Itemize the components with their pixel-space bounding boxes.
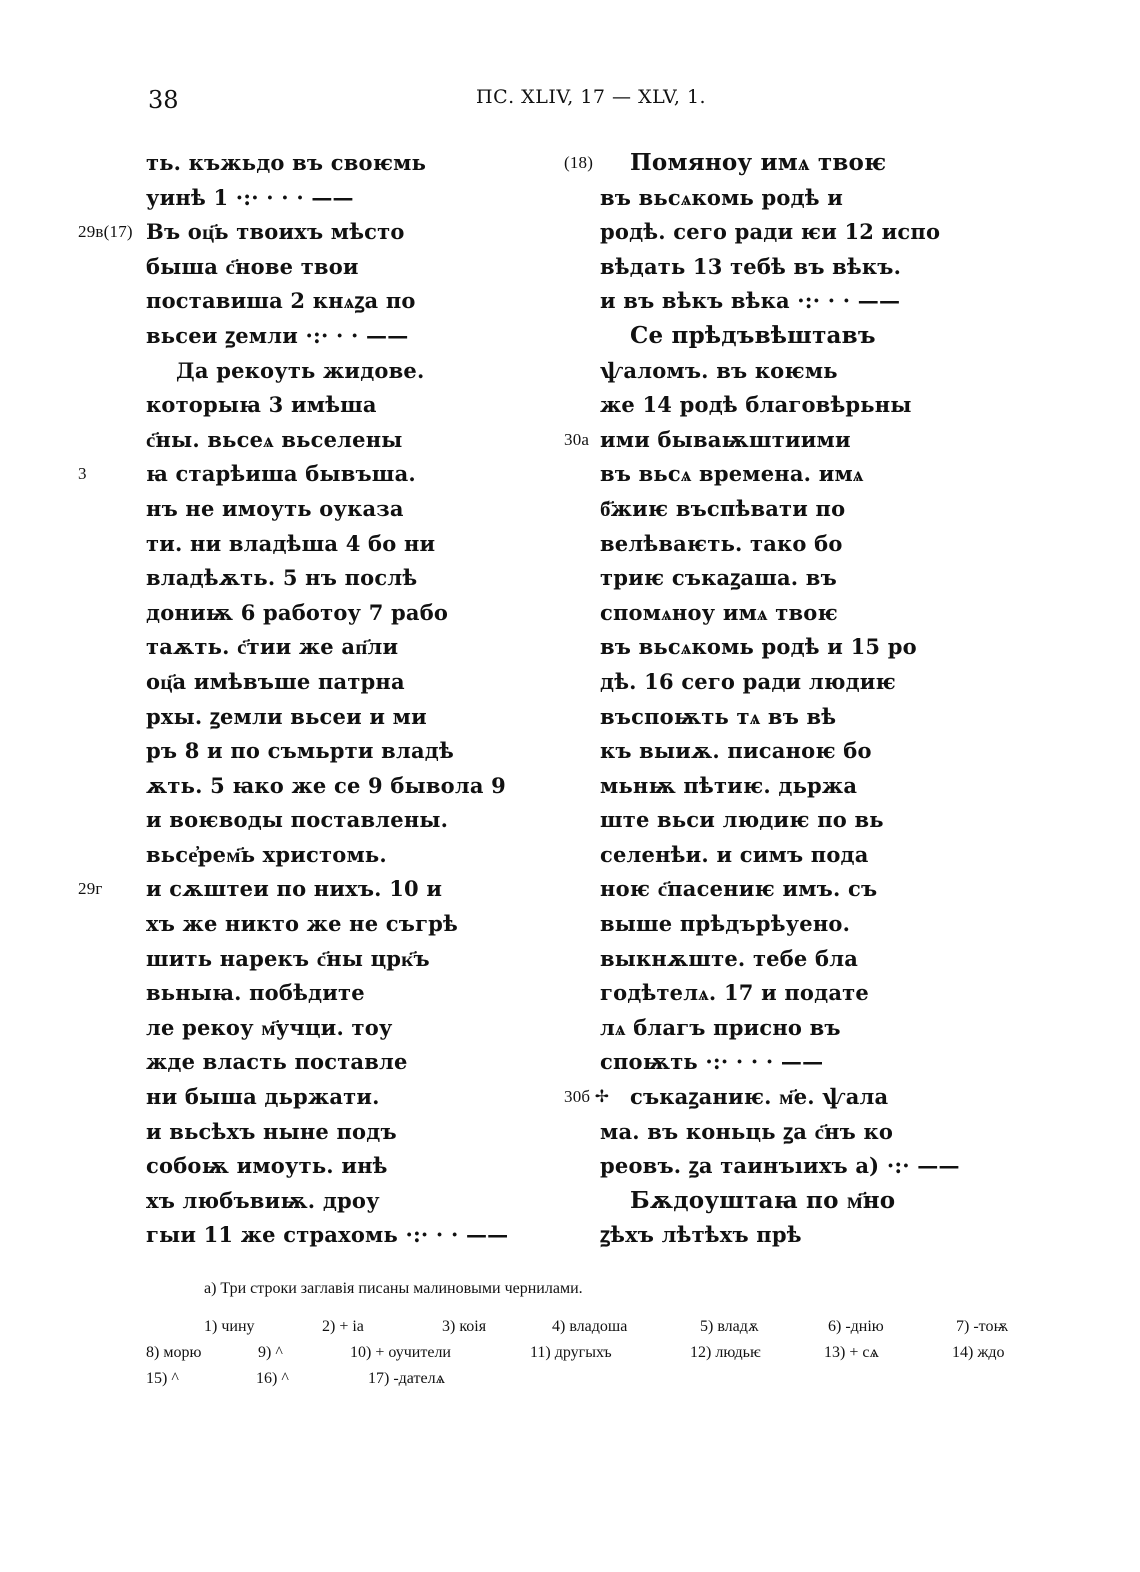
text-line <box>146 1045 508 1080</box>
line-text: ть. къжьдо въ своѥмь <box>146 150 427 175</box>
text-line <box>600 492 960 527</box>
text-line <box>600 1045 960 1080</box>
text-line <box>146 527 508 562</box>
text-line <box>146 596 508 631</box>
text-line <box>600 907 960 942</box>
line-text: Помяноу имѧ твоѥ <box>630 149 887 176</box>
text-line <box>600 1115 960 1150</box>
text-line <box>600 872 960 907</box>
text-line <box>600 354 960 389</box>
line-text: которыꙗ 3 имѣша <box>146 392 377 418</box>
left-text-column <box>78 146 509 1253</box>
text-line <box>600 1218 960 1253</box>
line-text: с҃ны. вьсеѧ вьселены <box>146 426 403 452</box>
line-text: ни быша дьржати. <box>146 1084 380 1110</box>
text-line <box>600 803 960 838</box>
variant-note: 4) владоша <box>552 1318 628 1335</box>
text-line <box>146 561 508 596</box>
variant-note: 2) + іа <box>322 1318 364 1335</box>
text-line <box>146 1184 508 1219</box>
line-text: выкнѫште. тебе бла <box>600 945 859 971</box>
line-text: и воѥводы поставлены. <box>146 807 449 833</box>
line-text: ѫть. 5 ꙗко же се 9 бывола 9 <box>146 772 506 798</box>
line-text: селенѣи. и симъ пода <box>600 841 869 867</box>
line-text: выше прѣдърѣуено. <box>600 911 851 937</box>
text-line <box>78 457 508 492</box>
text-line <box>146 803 508 838</box>
variant-note: 10) + оучители <box>350 1344 451 1361</box>
text-line <box>146 700 508 735</box>
line-text: жде власть поставле <box>146 1049 408 1075</box>
variant-note: 12) людьѥ <box>690 1344 761 1361</box>
line-text: въ вьсѧкомь родѣ и <box>600 184 844 210</box>
line-text: ꙗ старѣиша бывъша. <box>146 461 416 487</box>
text-line <box>146 319 508 354</box>
text-line <box>600 838 960 873</box>
line-text: вьныꙗ. побѣдите <box>146 980 365 1006</box>
text-line <box>600 942 960 977</box>
text-line <box>600 284 960 319</box>
line-text: къ выиѫ. писаноѥ бо <box>600 738 872 764</box>
text-line <box>146 1080 508 1115</box>
variant-notes <box>0 1318 1140 1396</box>
line-text: велѣваѥть. тако бо <box>600 530 843 556</box>
text-line <box>146 769 508 804</box>
variant-note: 6) -днію <box>828 1318 884 1335</box>
variant-note: 16) ^ <box>256 1370 289 1387</box>
text-line <box>146 146 508 181</box>
text-line <box>600 630 960 665</box>
line-text: годѣтелѧ. 17 и подате <box>600 980 869 1006</box>
text-line <box>600 665 960 700</box>
line-text: ими бываѭштиими <box>600 426 851 452</box>
text-line <box>146 1011 508 1046</box>
line-text: дониѭ 6 работоу 7 рабо <box>146 599 449 625</box>
folio-marker: 30б ✢ <box>564 1087 610 1107</box>
line-text: споѭть ·:· · · · —— <box>600 1049 824 1075</box>
line-text: Въ оц҃ь твоихъ мѣсто <box>146 219 405 245</box>
line-text: лѧ благъ присно въ <box>600 1014 841 1040</box>
folio-marker: 30а <box>564 429 590 449</box>
text-line <box>146 1218 508 1253</box>
variant-note: 14) ждо <box>952 1344 1005 1361</box>
line-text: въспоѭть тѧ въ вѣ <box>600 703 837 729</box>
variant-note: 8) морю <box>146 1344 202 1361</box>
text-line <box>564 146 960 181</box>
line-text: поставиша 2 кнѧꙁа по <box>146 288 416 314</box>
variant-notes-row <box>0 1370 1140 1396</box>
text-line <box>146 354 508 389</box>
line-text: спомѧноу имѧ твоѥ <box>600 599 838 625</box>
line-text: вѣдать 13 тебѣ въ вѣкъ. <box>600 253 902 279</box>
text-line <box>146 388 508 423</box>
text-line <box>146 734 508 769</box>
line-text: уинѣ 1 ·:· · · · —— <box>146 184 354 210</box>
line-text: ноѥ с҃пасениѥ имъ. съ <box>600 876 878 902</box>
line-text: рхы. ꙁемли вьсеи и ми <box>146 703 427 729</box>
line-text: Бѫдоуштаꙗ по м҃но <box>630 1186 896 1214</box>
line-text: съкаꙁаниѥ. м҃е. ѱала <box>630 1084 889 1110</box>
line-text: триѥ съкаꙁаша. въ <box>600 565 837 591</box>
text-line <box>600 700 960 735</box>
text-line <box>600 769 960 804</box>
text-line <box>146 665 508 700</box>
text-line <box>146 492 508 527</box>
variant-note: 1) чину <box>204 1318 255 1335</box>
text-line <box>146 907 508 942</box>
line-text: Да рекоуть жидове. <box>176 357 425 383</box>
text-line <box>146 181 508 216</box>
text-line <box>146 250 508 285</box>
line-text: и въ вѣкъ вѣка ·:· · · —— <box>600 288 901 314</box>
variant-notes-row <box>0 1344 1140 1370</box>
variant-notes-row <box>0 1318 1140 1344</box>
text-line <box>600 1184 960 1219</box>
line-text: таѫть. с҃тии же ап҃ли <box>146 634 399 660</box>
text-line <box>146 1149 508 1184</box>
line-text: въ вьсѧ времена. имѧ <box>600 461 864 487</box>
line-text: дѣ. 16 сего ради людиѥ <box>600 668 896 694</box>
text-line <box>600 527 960 562</box>
line-text: хъ любъвиѭ. дроу <box>146 1187 380 1213</box>
line-text: мьнѭ пѣтиѥ. дьржа <box>600 772 858 798</box>
text-line <box>564 1080 960 1115</box>
variant-note: 15) ^ <box>146 1370 179 1387</box>
line-text: и сѫштеи по нихъ. 10 и <box>146 876 443 902</box>
folio-marker: 29в(17) <box>78 222 133 242</box>
text-line <box>600 1149 960 1184</box>
text-line <box>146 630 508 665</box>
text-line <box>600 976 960 1011</box>
variant-note: 7) -тоѭ <box>956 1318 1009 1335</box>
variant-note: 9) ^ <box>258 1344 283 1361</box>
folio-marker: 29г <box>78 879 103 899</box>
line-text: ти. ни владѣша 4 бо ни <box>146 530 436 556</box>
line-text: быша с҃нове твои <box>146 253 359 279</box>
line-text: нъ не имоуть оуказа <box>146 495 404 521</box>
text-line <box>78 872 508 907</box>
line-text: ле рекоу м҃учци. тоу <box>146 1014 393 1040</box>
text-line <box>600 181 960 216</box>
running-title: ПС. XLIV, 17 — XLV, 1. <box>476 86 707 108</box>
line-text: и вьсѣхъ ныне подъ <box>146 1118 397 1144</box>
text-line <box>600 215 960 250</box>
text-line <box>600 596 960 631</box>
text-line <box>600 734 960 769</box>
variant-note: 11) другыхъ <box>530 1344 612 1361</box>
text-line <box>146 423 508 458</box>
line-text: владѣѫть. 5 нъ послѣ <box>146 565 418 591</box>
variant-note: 5) владѫ <box>700 1318 759 1335</box>
text-line <box>564 423 960 458</box>
text-line <box>146 942 508 977</box>
line-text: реовъ. ꙁа таинъıихъ а) ·:· —— <box>600 1153 960 1179</box>
line-text: въ вьсѧкомь родѣ и 15 ро <box>600 634 917 660</box>
line-text: ма. въ коньць ꙁа с҃нъ ко <box>600 1118 894 1144</box>
text-line <box>600 388 960 423</box>
text-line <box>600 319 960 354</box>
line-text: хъ же никто же не съгрѣ <box>146 911 458 937</box>
line-text: же 14 родѣ благовѣрьны <box>600 392 912 418</box>
line-text: б҃жиѥ въспѣвати по <box>600 495 846 521</box>
variant-note: 13) + сѧ <box>824 1344 879 1361</box>
line-text: ште вьси людиѥ по вь <box>600 807 884 833</box>
line-text: вьсе҆рем҃ь христомь. <box>146 841 387 867</box>
page-number: 38 <box>148 86 179 114</box>
line-text: ръ 8 и по съмьрти владѣ <box>146 738 454 764</box>
text-line <box>600 250 960 285</box>
line-text: родѣ. сего ради ѥи 12 испо <box>600 219 941 245</box>
line-text: гыи 11 же страхомь ·:· · · —— <box>146 1222 509 1248</box>
text-line <box>78 215 508 250</box>
folio-marker: (18) <box>564 153 594 172</box>
line-text: оц҃а имѣвъше патрна <box>146 668 405 694</box>
variant-note: 3) коія <box>442 1318 487 1335</box>
text-line <box>146 1115 508 1150</box>
line-text: собоѭ имоуть. инѣ <box>146 1153 388 1179</box>
text-line <box>600 561 960 596</box>
line-text: шить нарекъ с҃ны црк҃ъ <box>146 945 430 971</box>
right-text-column <box>564 146 960 1253</box>
line-text: ꙁѣхъ лѣтѣхъ прѣ <box>600 1222 802 1248</box>
line-text: ѱаломъ. въ коѥмь <box>600 357 838 383</box>
line-text: Се прѣдъвѣштавъ <box>630 321 876 349</box>
footnote-a: а) Три строки заглавія писаны малиновыми чернилами. <box>204 1280 583 1297</box>
line-text: вьсеи ꙁемли ·:· · · —— <box>146 322 409 348</box>
variant-note: 17) -дателѧ <box>368 1370 445 1387</box>
folio-marker: 3 <box>78 464 87 484</box>
text-line <box>600 1011 960 1046</box>
text-line <box>146 284 508 319</box>
text-line <box>146 976 508 1011</box>
text-line <box>146 838 508 873</box>
text-line <box>600 457 960 492</box>
